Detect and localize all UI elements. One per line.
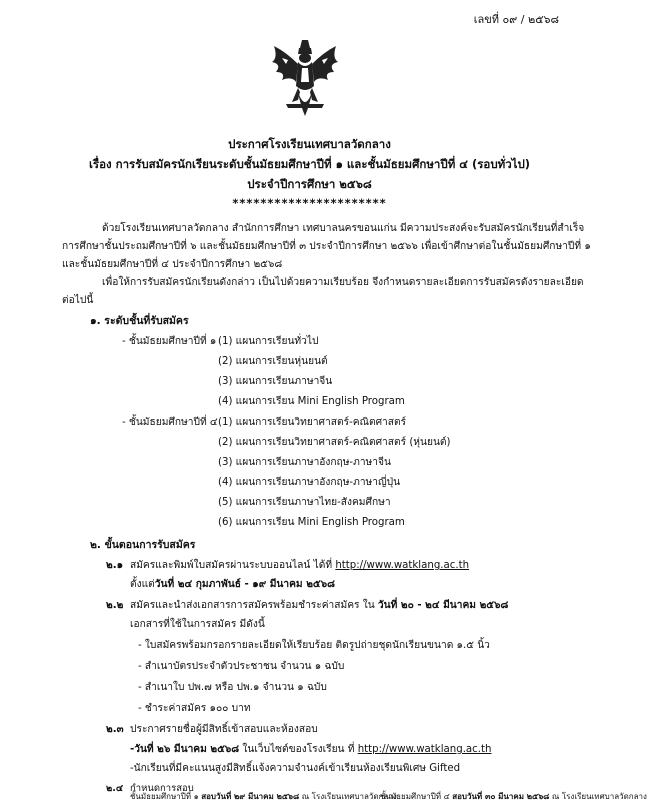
exam-m4-place: ณ โรงเรียนเทศบาลวัดกลาง <box>551 792 647 801</box>
step-2-3-date-row <box>130 741 491 757</box>
step-2-3-date: -วันที่ ๒๖ มีนาคม ๒๕๖๘ <box>130 744 240 755</box>
step-2-1-date-row <box>130 576 335 592</box>
intro-line-5: ต่อไปนี้ <box>62 295 94 306</box>
m4-program-3: (3) แผนการเรียนภาษาอังกฤษ-ภาษาจีน <box>218 457 391 468</box>
exam-m4-date: สอบวันที่ ๓๐ มีนาคม ๒๕๖๘ <box>452 792 550 801</box>
garuda-emblem-icon <box>268 38 342 120</box>
m4-program-1: (1) แผนการเรียนวิทยาศาสตร์-คณิตศาสตร์ <box>218 417 407 428</box>
step-2-1-text: สมัครและพิมพ์ใบสมัครผ่านระบบออนไลน์ ได้ที่ <box>130 560 333 571</box>
m4-program-4: (4) แผนการเรียนภาษาอังกฤษ-ภาษาญี่ปุ่น <box>218 477 401 488</box>
exam-m4-label: ชั้นมัธยมศึกษาปีที่ ๔ <box>380 792 450 801</box>
step-2-1-number: ๒.๑ <box>106 560 124 571</box>
step-2-3-number: ๒.๓ <box>106 724 124 735</box>
required-document-1: - ใบสมัครพร้อมกรอกรายละเอียดให้เรียบร้อย ติดรูปถ่ายชุดนักเรียนขนาด ๑.๕ นิ้ว <box>138 640 490 651</box>
intro-line-4: เพื่อให้การรับสมัครนักเรียนดังกล่าว เป็นไปด้วยความเรียบร้อย จึงกำหนดรายละเอียดการรับสมัครดังรายละเอียด <box>102 277 584 288</box>
step-2-3-text: ประกาศรายชื่อผู้มีสิทธิ์เข้าสอบและห้องสอบ <box>130 724 318 735</box>
step-2-2-row <box>130 597 508 613</box>
exam-m1-place: ณ โรงเรียนเทศบาลวัดกลาง <box>301 792 397 801</box>
m4-program-2: (2) แผนการเรียนวิทยาศาสตร์-คณิตศาสตร์ (หุ่นยนต์) <box>218 437 451 448</box>
m4-program-6: (6) แผนการเรียน Mini English Program <box>218 517 405 528</box>
step-2-3-web-text: ในเว็บไซต์ของโรงเรียน ที่ <box>242 744 355 755</box>
required-document-3: - สำเนาใบ ปพ.๗ หรือ ปพ.๑ จำนวน ๑ ฉบับ <box>138 682 327 693</box>
m1-program-2: (2) แผนการเรียนหุ่นยนต์ <box>218 356 328 367</box>
m4-label: - ชั้นมัธยมศึกษาปีที่ ๔ <box>122 417 218 428</box>
m1-program-4: (4) แผนการเรียน Mini English Program <box>218 396 405 407</box>
document-number: เลขที่ ๐๙ / ๒๕๖๘ <box>473 13 559 26</box>
section-1-heading: ๑. ระดับชั้นที่รับสมัคร <box>90 315 189 327</box>
school-website-link-2[interactable]: http://www.watklang.ac.th <box>357 744 492 755</box>
exam-m1-date: สอบวันที่ ๒๙ มีนาคม ๒๕๖๘ <box>201 792 300 801</box>
section-2-heading: ๒. ขั้นตอนการรับสมัคร <box>90 539 196 551</box>
separator-stars: ********************** <box>232 196 387 210</box>
academic-year: ประจำปีการศึกษา ๒๕๖๘ <box>247 177 372 191</box>
gifted-note: -นักเรียนที่มีคะแนนสูงมีสิทธิ์แจ้งความจำนงค์เข้าเรียนห้องเรียนพิเศษ Gifted <box>130 763 461 774</box>
m1-program-3: (3) แผนการเรียนภาษาจีน <box>218 376 333 387</box>
step-2-2-number: ๒.๒ <box>106 600 124 611</box>
step-2-4-number: ๒.๔ <box>106 783 124 794</box>
exam-m1-row <box>130 790 397 803</box>
step-2-2-text: สมัครและนำส่งเอกสารการสมัครพร้อมชำระค่าสมัคร ใน <box>130 600 375 611</box>
step-2-1-date-prefix: ตั้งแต่ <box>130 579 155 590</box>
step-2-4-text: กำหนดการสอบ <box>130 783 194 794</box>
school-website-link[interactable]: http://www.watklang.ac.th <box>335 560 470 571</box>
announcement-subject: เรื่อง การรับสมัครนักเรียนระดับชั้นมัธยมศึกษาปีที่ ๑ และชั้นมัธยมศึกษาปีที่ ๔ (รอบทั่วไป) <box>88 157 531 171</box>
exam-m4-row <box>380 790 647 803</box>
intro-line-2: การศึกษาชั้นประถมศึกษาปีที่ ๖ และชั้นมัธยมศึกษาปีที่ ๓ ประจำปีการศึกษา ๒๕๖๖ เพื่อเข้าศึกษาต่อในชั้นมัธยมศึกษาปีที่ ๑ <box>62 241 591 252</box>
step-2-1-row <box>130 557 469 573</box>
m1-program-1: (1) แผนการเรียนทั่วไป <box>218 336 319 347</box>
step-2-1-date: วันที่ ๒๔ กุมภาพันธ์ - ๑๙ มีนาคม ๒๕๖๘ <box>154 579 335 590</box>
intro-line-3: และชั้นมัธยมศึกษาปีที่ ๔ ประจำปีการศึกษา ๒๕๖๘ <box>62 259 283 270</box>
step-2-2-date: วันที่ ๒๐ - ๒๔ มีนาคม ๒๕๖๘ <box>377 600 509 611</box>
required-document-4: - ชำระค่าสมัคร ๑๐๐ บาท <box>138 703 251 714</box>
m1-label: - ชั้นมัธยมศึกษาปีที่ ๑ <box>122 336 217 347</box>
required-document-2: - สำเนาบัตรประจำตัวประชาชน จำนวน ๑ ฉบับ <box>138 661 345 672</box>
announcement-title: ประกาศโรงเรียนเทศบาลวัดกลาง <box>228 137 391 151</box>
m4-program-5: (5) แผนการเรียนภาษาไทย-สังคมศึกษา <box>218 497 391 508</box>
intro-line-1: ด้วยโรงเรียนเทศบาลวัดกลาง สำนักการศึกษา เทศบาลนครขอนแก่น มีความประสงค์จะรับสมัครนักเรียนที่สำเร็จ <box>102 223 585 234</box>
exam-m1-label: ชั้นมัธยมศึกษาปีที่ ๑ <box>130 792 199 801</box>
required-documents-intro: เอกสารที่ใช้ในการสมัคร มีดังนี้ <box>130 619 265 630</box>
